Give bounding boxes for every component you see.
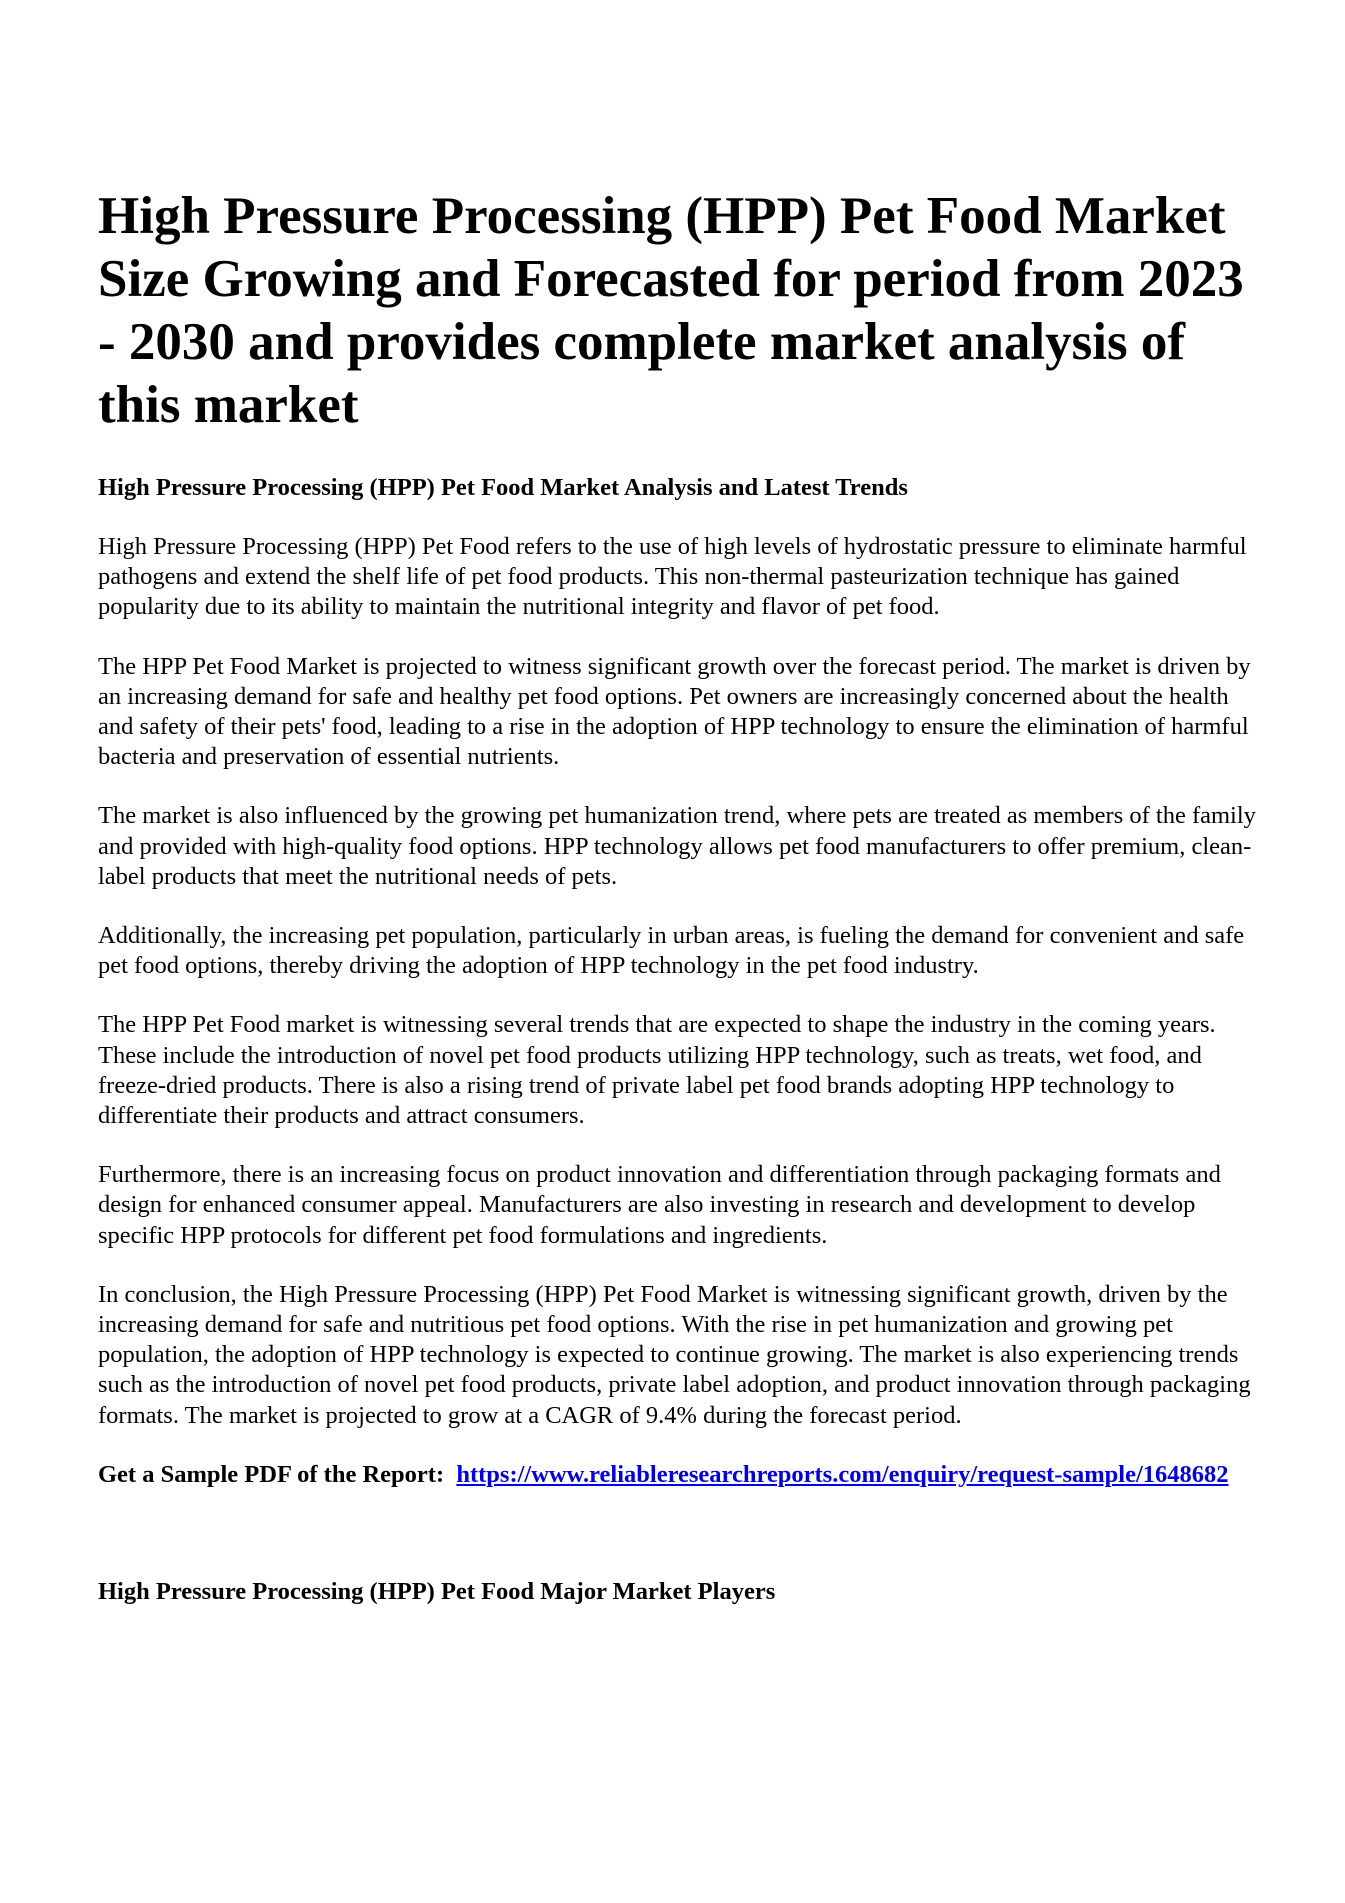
section-heading-players: High Pressure Processing (HPP) Pet Food Major Market Players [98,1578,776,1606]
paragraph: Additionally, the increasing pet population, particularly in urban areas, is fueling the demand for convenient and safe pet food options, thereby driving the adoption of HPP technology in the pet food industry. [98,922,1245,980]
section-heading-analysis: High Pressure Processing (HPP) Pet Food Market Analysis and Latest Trends [98,474,908,501]
paragraph: The HPP Pet Food Market is projected to witness significant growth over the forecast period. The market is driven by an increasing demand for safe and healthy pet food options. Pet owners are increasingly concerned about the health and safety of their pets' food, leading to a rise in the adoption of HPP technology to ensure the elimination of harmful bacteria and preservation of essential nutrients. [98,652,1251,771]
paragraph: In conclusion, the High Pressure Processing (HPP) Pet Food Market is witnessing significant growth, driven by the increasing demand for safe and nutritious pet food options. With the rise in pet humanization and growing pet population, the adoption of HPP technology is expected to continue growing. The market is also experiencing trends such as the introduction of novel pet food products, private label adoption, and product innovation through packaging formats. The market is projected to grow at a CAGR of 9.4% during the forecast period. [98,1280,1251,1429]
sample-pdf-label: Get a Sample PDF of the Report: [98,1460,445,1488]
paragraph: Furthermore, there is an increasing focus on product innovation and differentiation through packaging formats and design for enhanced consumer appeal. Manufacturers are also investing in research and development to develop specific HPP protocols for different pet food formulations and ingredients. [98,1161,1221,1249]
document-page [98,185,1258,1636]
sample-pdf-cta [98,1460,1258,1490]
paragraph: The market is also influenced by the growing pet humanization trend, where pets are treated as members of the family and provided with high-quality food options. HPP technology allows pet food manufacturers to offer premium, clean-label products that meet the nutritional needs of pets. [98,802,1256,890]
page-title: High Pressure Processing (HPP) Pet Food Market Size Growing and Forecasted for period from 2023 - 2030 and provides complete market analysis of this market [98,187,1244,434]
paragraph: The HPP Pet Food market is witnessing several trends that are expected to shape the industry in the coming years. These include the introduction of novel pet food products utilizing HPP technology, such as treats, wet food, and freeze-dried products. There is also a rising trend of private label pet food brands adopting HPP technology to differentiate their products and attract consumers. [98,1011,1216,1130]
paragraph: High Pressure Processing (HPP) Pet Food refers to the use of high levels of hydrostatic pressure to eliminate harmful pathogens and extend the shelf life of pet food products. This non-thermal pasteurization technique has gained popularity due to its ability to maintain the nutritional integrity and flavor of pet food. [98,533,1247,621]
sample-pdf-link[interactable]: https://www.reliableresearchreports.com/enquiry/request-sample/1648682 [456,1460,1229,1488]
